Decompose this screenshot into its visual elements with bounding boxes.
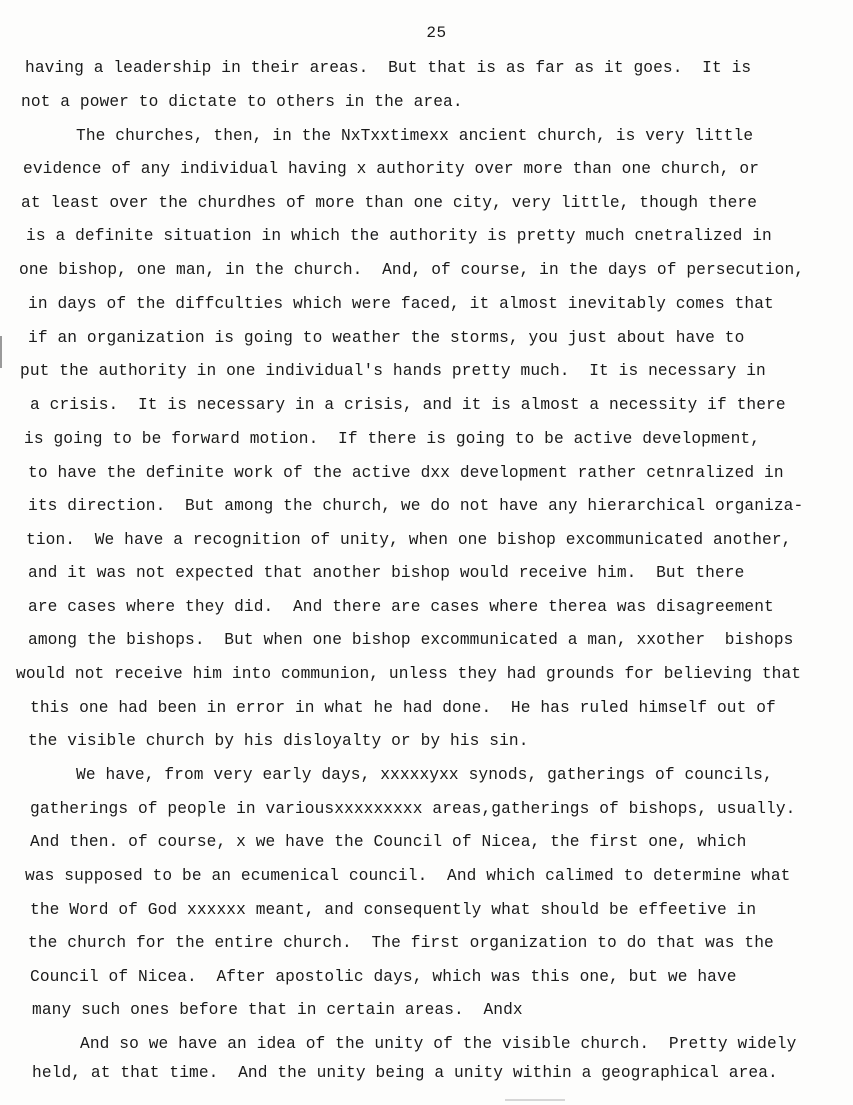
paragraph-start-line: The churches, then, in the NxTxxtimexx ancient church, is very little	[76, 127, 754, 145]
text-line: are cases where they did. And there are cases where therea was disagreement	[28, 598, 774, 616]
text-line: a crisis. It is necessary in a crisis, and it is almost a necessity if there	[30, 396, 786, 414]
scan-smudge	[505, 1099, 565, 1101]
text-line: evidence of any individual having x authority over more than one church, or	[23, 160, 760, 178]
text-line: was supposed to be an ecumenical council. And which calimed to determine what	[25, 867, 791, 885]
text-line: among the bishops. But when one bishop excommunicated a man, xxother bishops	[28, 631, 794, 649]
text-line: having a leadership in their areas. But that is as far as it goes. It is	[25, 59, 752, 77]
text-line: in days of the diffculties which were faced, it almost inevitably comes that	[28, 295, 774, 313]
text-line: not a power to dictate to others in the area.	[21, 93, 463, 111]
text-line: tion. We have a recognition of unity, when one bishop excommunicated another,	[26, 531, 792, 549]
text-line: this one had been in error in what he had done. He has ruled himself out of	[30, 699, 776, 717]
text-line: the church for the entire church. The first organization to do that was the	[28, 934, 774, 952]
text-line: is going to be forward motion. If there is going to be active development,	[24, 430, 761, 448]
text-line: held, at that time. And the unity being a unity within a geographical area.	[32, 1064, 778, 1082]
text-line: is a definite situation in which the authority is pretty much cnetralized in	[26, 227, 772, 245]
text-line: put the authority in one individual's hands pretty much. It is necessary in	[20, 362, 766, 380]
text-line: the Word of God xxxxxx meant, and consequently what should be effeetive in	[30, 901, 757, 919]
page-number: 25	[426, 24, 447, 42]
scan-edge-mark	[0, 336, 2, 368]
text-line: its direction. But among the church, we do not have any hierarchical organiza-	[28, 497, 804, 515]
paragraph-start-line: We have, from very early days, xxxxxyxx synods, gatherings of councils,	[76, 766, 773, 784]
text-line: many such ones before that in certain areas. Andx	[32, 1001, 523, 1019]
text-line: Council of Nicea. After apostolic days, which was this one, but we have	[30, 968, 737, 986]
text-line: if an organization is going to weather the storms, you just about have to	[28, 329, 745, 347]
text-line: gatherings of people in variousxxxxxxxxx areas,gatherings of bishops, usually.	[30, 800, 796, 818]
text-line: one bishop, one man, in the church. And, of course, in the days of persecution,	[19, 261, 805, 279]
text-line: at least over the churdhes of more than one city, very little, though there	[21, 194, 758, 212]
text-line: and it was not expected that another bishop would receive him. But there	[28, 564, 745, 582]
text-line: would not receive him into communion, unless they had grounds for believing that	[16, 665, 802, 683]
text-line: And then. of course, x we have the Council of Nicea, the first one, which	[30, 833, 747, 851]
text-line: the visible church by his disloyalty or by his sin.	[28, 732, 529, 750]
paragraph-start-line: And so we have an idea of the unity of the visible church. Pretty widely	[80, 1035, 797, 1053]
text-line: to have the definite work of the active dxx development rather cetnralized in	[28, 464, 784, 482]
